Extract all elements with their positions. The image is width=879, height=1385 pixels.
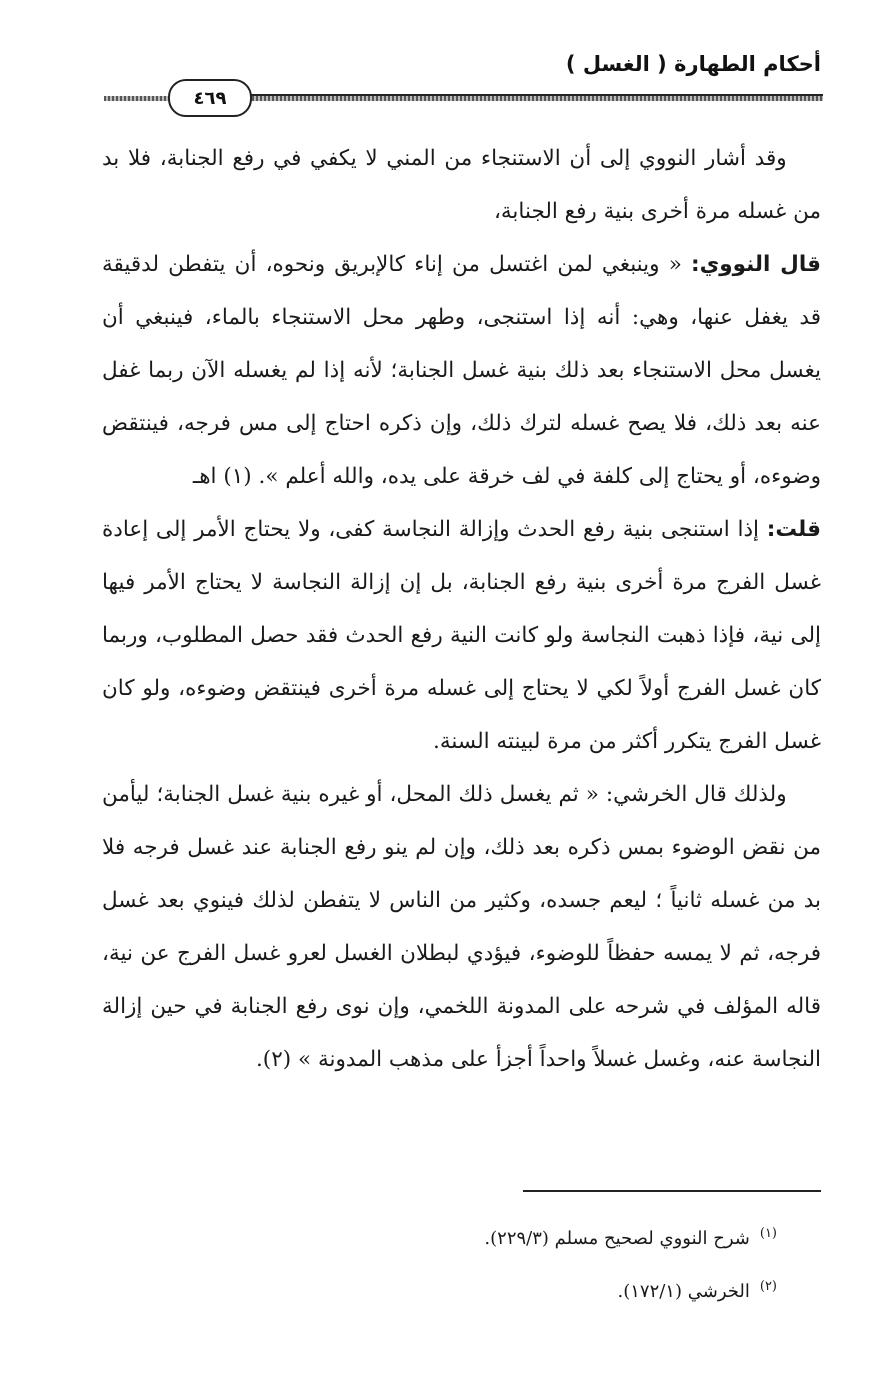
footnote-1-marker: (١): [759, 1226, 777, 1241]
running-header-title: أحكام الطهارة ( الغسل ): [565, 52, 821, 76]
paragraph-lead-nawawi: قال النووي:: [691, 252, 821, 277]
footnotes: [102, 1210, 777, 1316]
paragraph-nawawi-quote: [102, 238, 821, 503]
paragraph-author-comment: [102, 503, 821, 768]
body-text: [102, 132, 821, 1086]
footnote-1: [102, 1210, 777, 1263]
footnote-2-text: الخرشي (١٧٢/١).: [617, 1281, 750, 1302]
footnote-1-text: شرح النووي لصحيح مسلم (٢٢٩/٣).: [484, 1228, 750, 1249]
paragraph-lead-qultu: قلت:: [766, 517, 821, 542]
paragraph-author-comment-text: إذا استنجى بنية رفع الحدث وإزالة النجاسة كفى، ولا يحتاج الأمر إلى إعادة غسل الفرج مرة أخرى بنية رفع الجنابة، بل إن إزالة النجاسة لا يحتاج الأمر فيها إلى نية، فإذا ذهبت النجاسة ولو كانت النية رفع الحدث فقد حصل المطلوب، وربما كان غسل الفرج أولاً لكي لا يحتاج إلى غسله مرة أخرى فينتقض وضوءه، ولو كان غسل الفرج يتكرر أكثر من مرة لبينته السنة.: [102, 517, 821, 754]
header-rule-line: [230, 94, 823, 96]
footnote-separator: [523, 1190, 821, 1192]
footnote-2: [102, 1263, 777, 1316]
footnote-2-marker: (٢): [759, 1279, 777, 1294]
paragraph-nawawi-note: وقد أشار النووي إلى أن الاستنجاء من المني لا يكفي في رفع الجنابة، فلا بد من غسله مرة أخرى بنية رفع الجنابة،: [102, 146, 821, 224]
paragraph-nawawi-quote-text: « وينبغي لمن اغتسل من إناء كالإبريق ونحوه، أن يتفطن لدقيقة قد يغفل عنها، وهي: أنه إذا استنجى، وطهر محل الاستنجاء بالماء، فينبغي أن يغسل محل الاستنجاء بعد ذلك بنية غسل الجنابة؛ لأنه إذا لم يغسله الآن ربما غفل عنه بعد ذلك، فلا يصح غسله لترك ذلك، وإن ذكره احتاج إلى مس فرجه، فينتقض وضوءه، أو يحتاج إلى كلفة في لف خرقة على يده، والله أعلم ». (١) اهـ: [102, 252, 821, 489]
paragraph-kharashi-quote: ولذلك قال الخرشي: « ثم يغسل ذلك المحل، أو غيره بنية غسل الجنابة؛ ليأمن من نقض الوضوء بمس ذكره بعد ذلك، وإن لم ينو رفع الجنابة عند غسل فرجه فلا بد من غسله ثانياً ؛ ليعم جسده، وكثير من الناس لا يتفطن لذلك فينوي بعد غسل فرجه، ثم لا يمسه حفظاً للوضوء، فيؤدي لبطلان الغسل لعرو غسل الفرج عن نية، قاله المؤلف في شرحه على المدونة اللخمي، وإن نوى رفع الجنابة في حين إزالة النجاسة عنه، وغسل غسلاً واحداً أجزأ على مذهب المدونة » (٢).: [102, 782, 821, 1072]
page-number: ٤٦٩: [168, 79, 252, 117]
